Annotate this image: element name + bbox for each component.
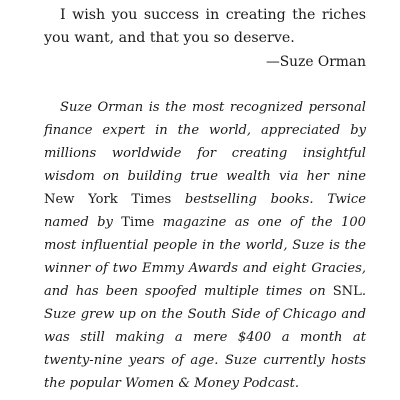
bio-nyt: New York Times xyxy=(44,192,172,207)
bio-time: Time xyxy=(121,215,155,230)
author-signature: —Suze Orman xyxy=(265,54,366,70)
bio-text-4: . Suze grew up on the South Side of Chicago and was still making a mere $400 a month at twenty-nine years of age. Suze currently hosts the popular Women & Money Podcast. xyxy=(44,284,366,391)
book-page xyxy=(44,0,366,395)
author-bio xyxy=(44,96,366,395)
bio-snl: SNL xyxy=(332,284,362,299)
bio-text-1: Suze Orman is the most recognized personal finance expert in the world, appreciated by millions worldwide for creating insightful wisdom on building true wealth via her nine xyxy=(44,100,366,184)
closing-paragraph: I wish you success in creating the riches you want, and that you so deserve. xyxy=(44,7,366,46)
bio-text-3: magazine as one of the 100 most influential people in the world, Suze is the winner of two Emmy Awards and eight Gracies, and has been spoofed multiple times on xyxy=(44,215,366,299)
bio-text-2: bestselling books. Twice named by xyxy=(44,192,366,230)
